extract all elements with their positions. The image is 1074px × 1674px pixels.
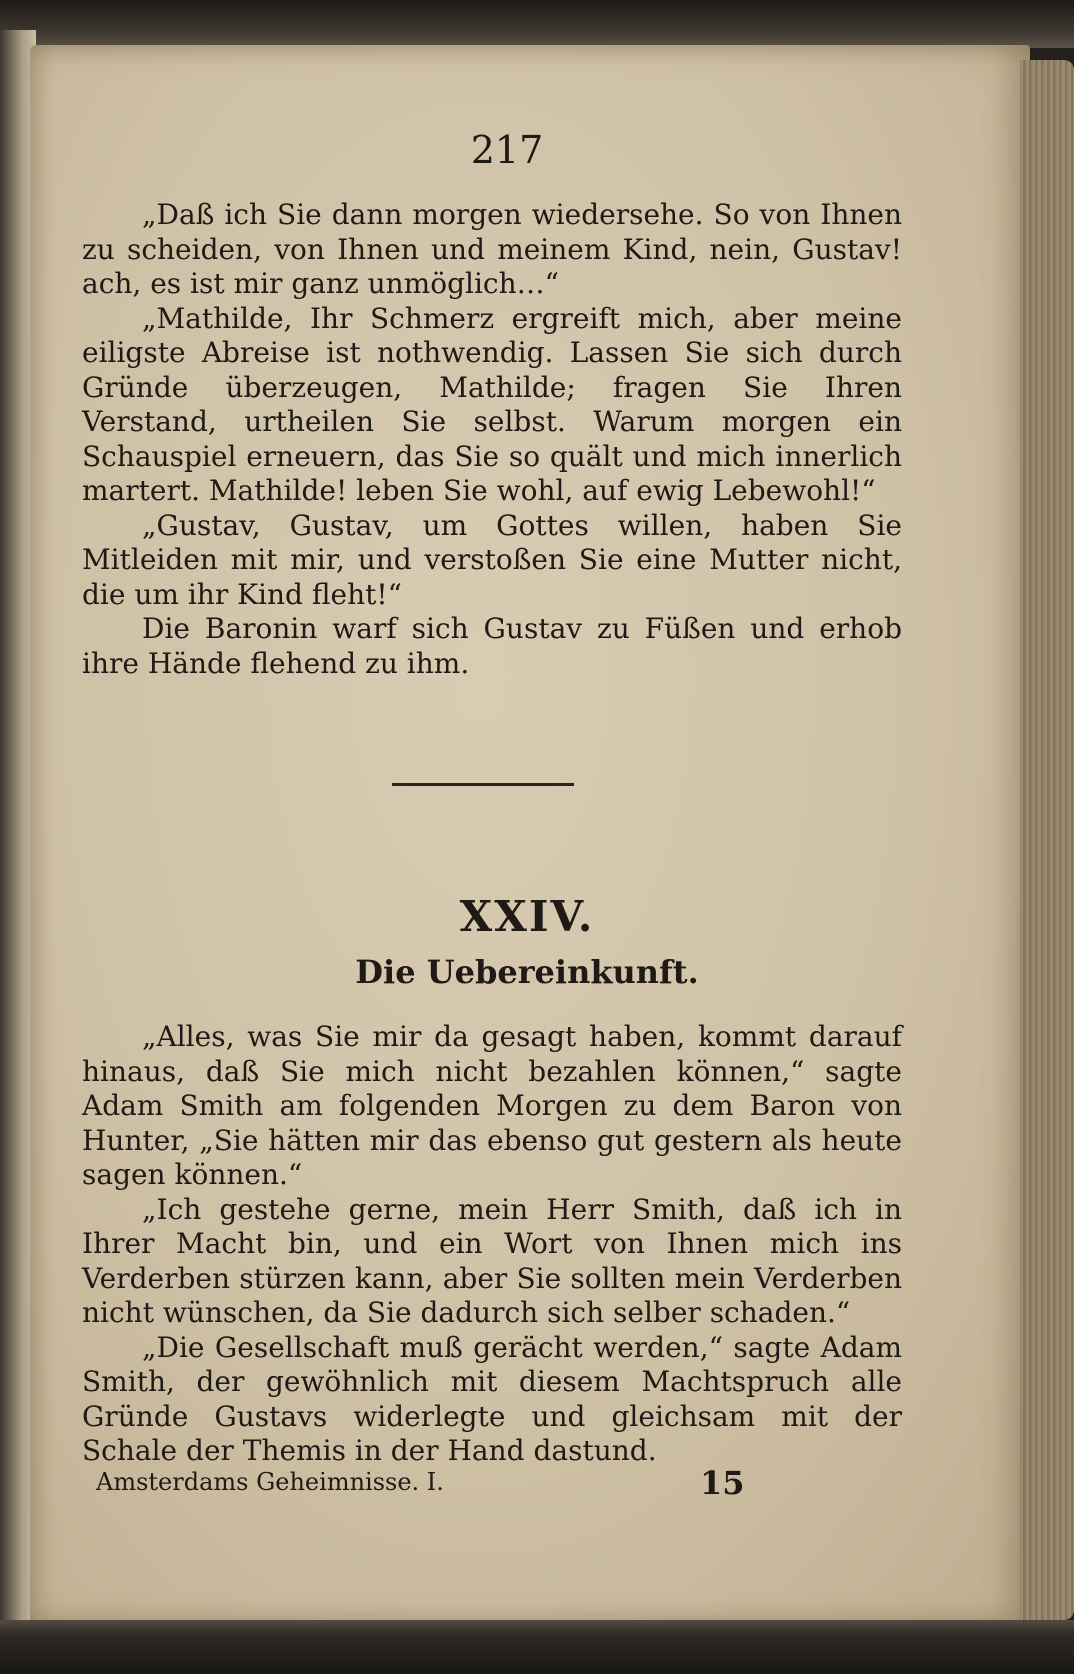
footer-signature: Amsterdams Geheimnisse. I.	[96, 1468, 444, 1496]
chapter-number: XXIV.	[459, 892, 595, 941]
paragraph: „Mathilde, Ihr Schmerz ergreift mich, aber meine eiligste Abreise ist nothwendig. Lassen Sie sich durch Gründe überzeugen, Mathilde; fragen Sie Ihren Verstand, urtheilen Sie selbst. Warum morgen ein Schauspiel erneuern, das Sie so quält und mich innerlich martert. Mathilde! leben Sie wohl, auf ewig Lebewohl!“	[82, 301, 902, 507]
paragraph: „Alles, was Sie mir da gesagt haben, kommt darauf hinaus, daß Sie mich nicht bezahlen können,“ sagte Adam Smith am folgenden Morgen zu dem Baron von Hunter, „Sie hätten mir das ebenso gut gestern als heute sagen können.“	[82, 1020, 902, 1191]
chapter-title: Die Uebereinkunft.	[355, 953, 699, 991]
bottom-binding	[0, 1620, 1074, 1674]
top-text-block	[82, 198, 902, 681]
bottom-text-block	[82, 1020, 902, 1469]
paragraph: „Gustav, Gustav, um Gottes willen, haben Sie Mitleiden mit mir, und verstoßen Sie eine Mutter nicht, die um ihr Kind fleht!“	[82, 508, 902, 611]
top-binding	[0, 0, 1074, 48]
page-fore-edge	[1020, 60, 1074, 1620]
sheet-number: 15	[700, 1464, 745, 1502]
paragraph: „Ich gestehe gerne, mein Herr Smith, daß ich in Ihrer Macht bin, und ein Wort von Ihnen mich ins Verderben stürzen kann, aber Sie sollten mein Verderben nicht wünschen, da Sie dadurch sich selber schaden.“	[82, 1192, 902, 1329]
paragraph: „Daß ich Sie dann morgen wiedersehe. So von Ihnen zu scheiden, von Ihnen und meinem Kind, nein, Gustav! ach, es ist mir ganz unmöglich…“	[82, 198, 902, 300]
paragraph: „Die Gesellschaft muß gerächt werden,“ sagte Adam Smith, der gewöhnlich mit diesem Machtspruch alle Gründe Gustavs widerlegte und gleichsam mit der Schale der Themis in der Hand dastund.	[82, 1330, 902, 1467]
paragraph: Die Baronin warf sich Gustav zu Füßen und erhob ihre Hände flehend zu ihm.	[82, 612, 902, 680]
page-number: 217	[470, 128, 544, 172]
section-divider	[392, 783, 574, 786]
